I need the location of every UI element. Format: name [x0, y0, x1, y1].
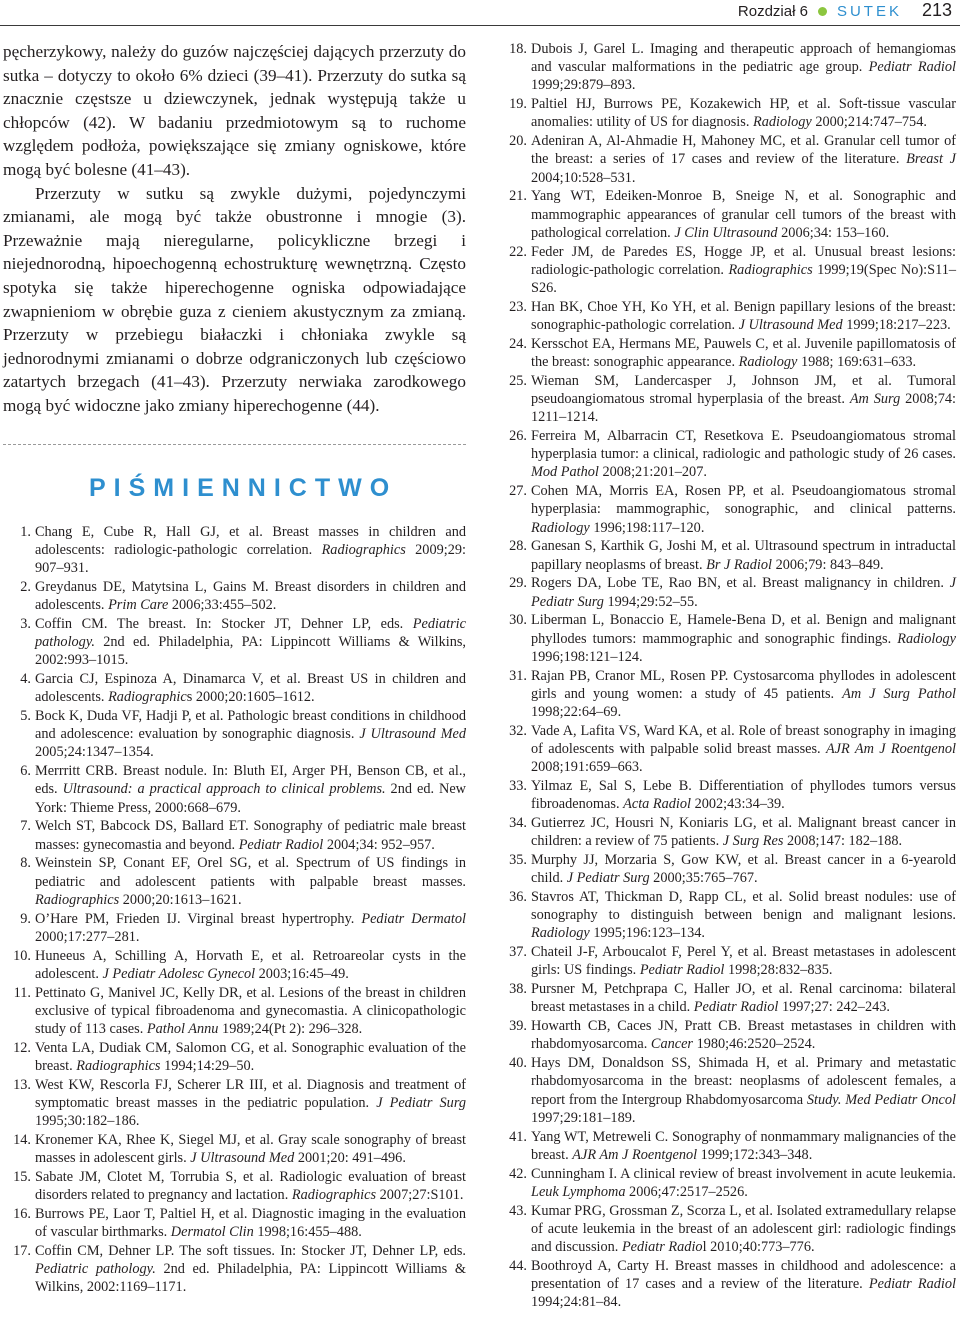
reference-text: Cohen MA, Morris EA, Rosen PP, et al. Pseudoangiomatous stromal hyperplasia: mammographic, sonographic, and clinical patterns. — [531, 483, 956, 518]
reference-number: 37. — [509, 944, 527, 961]
reference-text: Ferreira M, Albarracin CT, Resetkova E. Pseudoangiomatous stromal hyperplasia tumor: a clinical, radiologic and pathologic study of 26 cases. — [531, 428, 956, 463]
reference-number: 23. — [509, 298, 527, 315]
reference-item — [3, 1205, 466, 1241]
reference-number: 19. — [509, 96, 527, 113]
reference-text: 1998;16:455–488. — [253, 1224, 362, 1241]
reference-journal: Pediatric pathology. — [35, 615, 466, 650]
reference-text: Yang WT, Metreweli C. Sonography of nonmammary malignancies of the breast. — [531, 1128, 956, 1163]
reference-number: 10. — [13, 947, 31, 964]
reference-text: Huneeus A, Schilling A, Horvath E, et al. Retroareolar cysts in the adolescent. — [35, 947, 466, 982]
reference-number: 30. — [509, 612, 527, 629]
reference-item — [3, 984, 466, 1039]
reference-text: 1998;28:832–835. — [724, 962, 833, 979]
reference-journal: Pathol Annu — [146, 1020, 219, 1037]
reference-item — [499, 1054, 956, 1127]
reference-item — [499, 777, 956, 813]
reference-item — [499, 851, 956, 887]
running-header — [0, 0, 960, 26]
reference-item — [499, 537, 956, 573]
reference-journal: Radiographics — [728, 261, 813, 278]
reference-text: 2001;20: 491–496. — [294, 1150, 406, 1167]
reference-text: 1999;19(Spec No):S11–S26. — [531, 261, 956, 297]
reference-text: Chateil J-F, Arboucalot F, Perel Y, et al. Breast metastases in adolescent girls: US findings. — [531, 944, 956, 979]
reference-text: Yilmaz E, Sal S, Lebe B. Differentiation of phyllodes tumors versus fibroadenomas. — [531, 778, 956, 813]
reference-number: 6. — [20, 763, 31, 780]
reference-text: Liberman L, Bonaccio E, Hamele-Bena D, et al. Benign and malignant phyllodes tumors: mammographic and sonographic findings. — [531, 612, 956, 647]
reference-text: 2nd ed. Philadelphia, PA: Lippincott Williams & Wilkins, 2002:993–1015. — [35, 633, 466, 669]
reference-number: 28. — [509, 538, 527, 555]
reference-journal: Mod Pathol — [531, 464, 599, 481]
reference-journal: Radiology — [531, 519, 590, 536]
reference-text: Venta LA, Dudiak CM, Salomon CG, et al. Sonographic evaluation of the breast. — [35, 1039, 466, 1074]
reference-number: 41. — [509, 1128, 527, 1145]
reference-item — [499, 943, 956, 979]
reference-text: Kumar PRG, Grossman Z, Scorza L, et al. Isolated extramedullary relapse of acute leukemia in the breast of an adolescent girl: radiologic findings and discussion. — [531, 1202, 956, 1256]
reference-text: 1999;18:217–223. — [842, 317, 951, 334]
reference-text: Feder JM, de Paredes ES, Hogge JP, et al. Unusual breast lesions: radiologic-pathologic correlation. — [531, 243, 956, 278]
reference-number: 38. — [509, 981, 527, 998]
reference-number: 12. — [13, 1039, 31, 1056]
reference-item — [499, 243, 956, 298]
reference-text: 2004;10:528–531. — [531, 169, 636, 186]
reference-text: Gutierrez JC, Housri N, Koniaris LG, et al. Malignant breast cancer in children: a review of 75 patients. — [531, 815, 956, 850]
reference-text: Weinstein SP, Conant EF, Orel SG, et al. Spectrum of US findings in pediatric and adolescent patients with palpable breast masses. — [35, 855, 466, 890]
reference-text: Vade A, Lafita VS, Ward KA, et al. Role of breast sonography in imaging of adolescents with palpable solid breast masses. — [531, 722, 956, 758]
reference-number: 32. — [509, 722, 527, 739]
reference-text: 1997;29:181–189. — [531, 1109, 636, 1126]
reference-text: Kronemer KA, Rhee K, Siegel MJ, et al. Gray scale sonography of breast masses in adolescent girls. — [35, 1131, 466, 1167]
reference-text: 1995;196:123–134. — [589, 925, 705, 942]
left-column — [3, 40, 466, 1297]
section-divider — [3, 444, 466, 445]
reference-number: 14. — [13, 1131, 31, 1148]
references-heading: PIŚMIENNICTWO — [89, 473, 398, 502]
reference-text: 2008;74: 1211–1214. — [531, 391, 956, 426]
reference-number: 1. — [20, 523, 31, 540]
reference-text: 2009;29: 907–931. — [35, 541, 466, 576]
reference-text: Rajan PB, Cranor ML, Rosen PP. Cystosarcoma phyllodes in adolescent girls and young women: a study of 45 patients. — [531, 667, 956, 702]
body-paragraph: Przerzuty w sutku są zwykle dużymi, pojedynczymi zmianami, ale mogą być także obustronne i mnogie (3). Przeważnie mają nieregularne, policykliczne brzegi i niejednorodną, hipoechogenną echostrukturę wewnętrzną. Często spotyka się także hiperechogenne ogniska odpowiadające zwapnieniom w obrębie guza z cieniem akustycznym za zmianą. Przerzuty w przebiegu białaczki i chłoniaka zwykle są jednorodnymi zmianami o dobrze odgraniczonych lub częściowo zatartych brzegach (41–43). Przerzuty nerwiaka zarodkowego mogą być widoczne jako zmiany hiperechogenne (44). — [3, 183, 466, 415]
header-text — [738, 0, 952, 22]
reference-item — [3, 707, 466, 762]
reference-number: 17. — [13, 1242, 31, 1259]
reference-list-right — [499, 40, 956, 1311]
reference-text: 1994;29:52–55. — [603, 593, 698, 610]
reference-text: 2005;24:1347–1354. — [35, 744, 154, 761]
reference-number: 9. — [20, 910, 31, 927]
reference-item — [3, 1242, 466, 1297]
reference-text: Boothroyd A, Carty H. Breast masses in childhood and adolescence: a presentation of 17 cases and a review of the literature. — [531, 1257, 956, 1293]
reference-text: 1995;30:182–186. — [35, 1113, 140, 1130]
reference-text: 2006;33:455–502. — [168, 596, 277, 613]
reference-item — [3, 910, 466, 946]
reference-text: 2002;43:34–39. — [691, 796, 785, 813]
reference-text: Merrritt CRB. Breast nodule. In: Bluth EI, Arger PH, Benson CB, et al., eds. — [35, 763, 466, 798]
reference-text: Yang WT, Edeiken-Monroe B, Sneige N, et al. Sonographic and mammographic appearances of granular cell tumors of the breast with pathological correlation. — [531, 188, 956, 241]
reference-text: Coffin CM, Dehner LP. The soft tissues. In: Stocker JT, Dehner LP, eds. — [35, 1242, 466, 1259]
reference-journal: Pediatr Radiol — [639, 962, 725, 979]
reference-journal: Br J Radiol — [706, 556, 773, 573]
reference-text: Cunningham I. A clinical review of breast involvement in acute leukemia. — [531, 1165, 956, 1182]
reference-text: Sabate JM, Clotet M, Torrubia S, et al. Radiologic evaluation of breast disorders related to pregnancy and lactation. — [35, 1168, 466, 1204]
reference-number: 42. — [509, 1165, 527, 1182]
reference-item — [499, 372, 956, 427]
reference-journal: J Pediatr Surg — [531, 575, 956, 610]
reference-item — [499, 611, 956, 666]
reference-journal: J Pediatr Surg — [376, 1094, 466, 1111]
reference-journal: Leuk Lymphoma — [531, 1183, 626, 1200]
reference-item — [499, 482, 956, 537]
reference-journal: Am Surg — [849, 391, 901, 408]
reference-journal: Radiology — [897, 630, 956, 647]
reference-journal: Radiology — [531, 925, 590, 942]
reference-number: 22. — [509, 243, 527, 260]
chapter-label: Rozdział 6 — [737, 3, 808, 20]
reference-journal: J Ultrasound Med — [359, 726, 466, 743]
reference-number: 13. — [13, 1076, 31, 1093]
reference-number: 29. — [509, 575, 527, 592]
reference-item — [3, 1076, 466, 1131]
reference-journal: Radiographics — [35, 891, 120, 908]
reference-text: 1996;198:117–120. — [589, 519, 705, 536]
reference-text: 2006;79: 843–849. — [772, 556, 884, 573]
reference-text: 1999;29:879–893. — [531, 77, 636, 94]
reference-number: 25. — [509, 372, 527, 389]
reference-item — [3, 670, 466, 706]
reference-text: Howarth CB, Caces JN, Pratt CB. Breast metastases in children with rhabdomyosarcoma. — [531, 1018, 956, 1053]
reference-journal: Pediatr Radiol — [238, 836, 324, 853]
reference-item — [499, 335, 956, 371]
reference-text: 2000;17:277–281. — [35, 928, 140, 945]
reference-number: 16. — [13, 1205, 31, 1222]
reference-text: 2006;47:2517–2526. — [625, 1183, 748, 1200]
reference-item — [499, 40, 956, 95]
reference-number: 21. — [509, 188, 527, 205]
reference-number: 43. — [509, 1202, 527, 1219]
reference-journal: Pediatric pathology. — [35, 1261, 156, 1278]
reference-text: s 2000;20:1605–1612. — [186, 689, 315, 706]
right-column — [499, 40, 956, 1312]
reference-item — [3, 854, 466, 909]
reference-text: O’Hare PM, Frieden IJ. Virginal breast hypertrophy. — [35, 910, 362, 927]
reference-journal: Breast J — [906, 151, 956, 168]
reference-item — [499, 132, 956, 187]
reference-text: 2004;34: 952–957. — [323, 836, 435, 853]
reference-item — [3, 1039, 466, 1075]
reference-journal: Ultrasound: a practical approach to clinical problems. — [62, 781, 386, 798]
reference-text: 2006;34: 153–160. — [777, 224, 890, 241]
reference-text: Wieman SM, Landercasper J, Johnson JM, et al. Tumoral pseudoangiomatous stromal hyperplasia of the breast. — [531, 372, 956, 408]
reference-journal: Radiology — [738, 354, 798, 371]
reference-journal: J Surg Res — [722, 833, 784, 850]
reference-item — [3, 817, 466, 853]
reference-text: Rogers DA, Lobe TE, Rao BN, et al. Breast malignancy in children. — [531, 575, 950, 592]
reference-text: Paltiel HJ, Burrows PE, Kozakewich HP, et al. Soft-tissue vascular anomalies: utility of US for diagnosis. — [531, 96, 956, 131]
reference-item — [499, 1128, 956, 1164]
reference-text: Coffin CM. The breast. In: Stocker JT, Dehner LP, eds. — [35, 615, 413, 632]
reference-number: 15. — [13, 1168, 31, 1185]
reference-number: 2. — [20, 578, 31, 595]
reference-journal: Pediatr Dermatol — [361, 910, 466, 927]
reference-item — [3, 523, 466, 578]
reference-item — [499, 1202, 956, 1257]
reference-item — [499, 95, 956, 131]
reference-text: 2008;147: 182–188. — [783, 833, 903, 850]
reference-text: Welch ST, Babcock DS, Ballard ET. Sonography of pediatric male breast masses: gynecomastia and beyond. — [35, 818, 466, 853]
reference-number: 20. — [509, 133, 527, 150]
reference-text: 2008;21:201–207. — [598, 464, 707, 481]
reference-text: Pettinato G, Manivel JC, Kelly DR, et al. Lesions of the breast in children exclusive of typical fibroadenoma and gynecomastia. A clinicopathologic study of 113 cases. — [35, 984, 466, 1037]
reference-text: 2007;27:S101. — [376, 1187, 464, 1204]
reference-journal: J Ultrasound Med — [738, 317, 843, 334]
page-number: 213 — [921, 0, 952, 20]
reference-text: Han BK, Choe YH, Ko YH, et al. Benign papillary lesions of the breast: sonographic-pathologic correlation. — [531, 298, 956, 334]
reference-item — [3, 1168, 466, 1204]
reference-item — [499, 888, 956, 943]
reference-journal: AJR Am J Roentgenol — [572, 1146, 698, 1163]
reference-text: Pursner M, Petchprapa C, Haller JO, et al. Renal carcinoma: bilateral breast metastases in a child. — [531, 981, 956, 1016]
reference-text: 2003;16:45–49. — [255, 965, 349, 982]
reference-item — [3, 947, 466, 983]
reference-journal: Pediatr Radiol — [693, 999, 779, 1016]
reference-journal: Dermatol Clin — [170, 1224, 254, 1241]
section-label: SUTEK — [836, 3, 902, 20]
reference-item — [3, 762, 466, 817]
reference-text: Murphy JJ, Morzaria S, Gow KW, et al. Breast cancer in a 6-yearold child. — [531, 852, 956, 887]
reference-item — [499, 1017, 956, 1053]
reference-text: 1999;172:343–348. — [697, 1146, 813, 1163]
reference-item — [499, 667, 956, 722]
reference-text: 1997;27: 242–243. — [778, 999, 890, 1016]
reference-item — [3, 615, 466, 670]
reference-number: 31. — [509, 667, 527, 684]
reference-journal: Radiographics — [321, 541, 406, 558]
reference-text: Stavros AT, Thickman D, Rapp CL, et al. Solid breast nodules: use of sonography to distinguish between benign and malignant lesions. — [531, 889, 956, 924]
reference-number: 35. — [509, 852, 527, 869]
reference-journal: Acta Radiol — [623, 796, 692, 813]
reference-item — [499, 427, 956, 482]
reference-number: 40. — [509, 1055, 527, 1072]
reference-item — [499, 722, 956, 777]
reference-number: 8. — [20, 855, 31, 872]
reference-item — [499, 187, 956, 242]
reference-number: 3. — [20, 615, 31, 632]
reference-journal: Am J Surg Pathol — [842, 685, 957, 702]
reference-journal: Radiographics — [76, 1057, 161, 1074]
reference-number: 39. — [509, 1018, 527, 1035]
reference-text: Ganesan S, Karthik G, Joshi M, et al. Ultrasound spectrum in intraductal papillary neoplasms of breast. — [531, 538, 956, 573]
reference-item — [3, 578, 466, 614]
reference-text: 2000;20:1613–1621. — [119, 891, 242, 908]
reference-item — [499, 574, 956, 610]
reference-text: Garcia CJ, Espinoza A, Dinamarca V, et al. Breast US in children and adolescents. — [35, 670, 466, 706]
reference-number: 11. — [13, 984, 31, 1001]
reference-text: 2nd ed. Philadelphia, PA: Lippincott Williams & Wilkins, 2002:1169–1171. — [35, 1261, 466, 1296]
reference-text: l 2010;40:773–776. — [702, 1239, 815, 1256]
reference-number: 26. — [509, 428, 527, 445]
reference-journal: Cancer — [650, 1036, 693, 1053]
reference-number: 7. — [20, 818, 31, 835]
header-rule — [0, 25, 960, 26]
reference-text: 1989;24(Pt 2): 296–328. — [218, 1020, 363, 1037]
reference-text: 1994;14:29–50. — [160, 1057, 255, 1074]
reference-text: 1980;46:2520–2524. — [693, 1036, 816, 1053]
reference-text: 2000;214:747–754. — [811, 114, 927, 131]
reference-item — [499, 1165, 956, 1201]
reference-journal: Radiology — [752, 114, 812, 131]
reference-text: 2000;35:765–767. — [649, 870, 758, 887]
reference-text: Chang E, Cube R, Hall GJ, et al. Breast masses in children and adolescents: radiologic-pathologic correlation. — [35, 523, 466, 558]
reference-text: 2008;191:659–663. — [531, 759, 643, 776]
reference-number: 33. — [509, 778, 527, 795]
reference-number: 27. — [509, 483, 527, 500]
reference-item — [499, 1257, 956, 1312]
reference-text: Bock K, Duda VF, Hadji P, et al. Pathologic breast conditions in childhood and adolescence: evaluation by sonographic diagnosis. — [35, 707, 466, 743]
reference-journal: J Ultrasound Med — [190, 1150, 295, 1167]
reference-number: 5. — [20, 707, 31, 724]
reference-journal: Prim Care — [108, 596, 169, 613]
reference-item — [499, 814, 956, 850]
reference-text: 1994;24:81–84. — [531, 1294, 622, 1311]
reference-text: Burrows PE, Laor T, Paltiel H, et al. Diagnostic imaging in the evaluation of vascular birthmarks. — [35, 1205, 466, 1241]
reference-text: 1988; 169:631–633. — [797, 354, 917, 371]
reference-item — [499, 298, 956, 334]
reference-journal: AJR Am J Roentgenol — [825, 741, 956, 758]
reference-list-left — [3, 523, 466, 1297]
reference-text: Greydanus DE, Matytsina L, Gains M. Breast disorders in children and adolescents. — [35, 578, 466, 613]
reference-item — [3, 1131, 466, 1167]
reference-journal: Radiographic — [108, 689, 187, 706]
reference-text: 1996;198:121–124. — [531, 648, 643, 665]
reference-journal: Pediatr Radio — [621, 1239, 703, 1256]
reference-text: 1998;22:64–69. — [531, 704, 622, 721]
reference-number: 4. — [20, 670, 31, 687]
reference-text: Adeniran A, Al-Ahmadie H, Mahoney MC, et al. Granular cell tumor of the breast: a series of 17 cases and review of the literature. — [531, 133, 956, 168]
reference-journal: J Pediatr Surg — [566, 870, 650, 887]
reference-text: Kersschot EA, Hermans ME, Pauwels C, et al. Juvenile papillomatosis of the breast: sonographic appearance. — [531, 335, 956, 371]
reference-number: 36. — [509, 889, 527, 906]
reference-text: Hays DM, Donaldson SS, Shimada H, et al. Primary and metastatic rhabdomyosarcoma in the breast: neoplasms of adolescent females, a report from the Intergroup Rhabdomyosarcoma — [531, 1055, 956, 1108]
reference-text: West KW, Rescorla FJ, Scherer LR III, et al. Diagnosis and treatment of symptomatic breast masses in the pediatric population. — [35, 1076, 466, 1111]
reference-journal: Study. Med Pediatr Oncol — [806, 1091, 956, 1108]
reference-journal: Radiographics — [291, 1187, 377, 1204]
reference-journal: J Clin Ultrasound — [674, 224, 778, 241]
reference-journal: Pediatr Radiol — [868, 1276, 956, 1293]
reference-number: 34. — [509, 815, 527, 832]
reference-journal: Pediatr Radiol — [868, 59, 956, 76]
reference-number: 44. — [509, 1257, 527, 1274]
bullet-dot-icon — [818, 7, 827, 16]
body-paragraph: pęcherzykowy, należy do guzów najczęściej dających przerzuty do sutka – dotyczy to około 6% dzieci (39–41). Przerzuty do sutka są znacznie częstsze u dziewczynek, jednak występują także u chłopców (42). W badaniu przedmiotowym są to ruchome względem podłoża, powiększające się zmiany ogniskowe, które mogą być bolesne (41–43). — [3, 42, 466, 179]
reference-text: Dubois J, Garel L. Imaging and therapeutic approach of hemangiomas and vascular malformations in the pediatric age group. — [531, 41, 956, 76]
reference-item — [499, 980, 956, 1016]
reference-journal: J Pediatr Adolesc Gynecol — [102, 965, 256, 982]
reference-number: 18. — [509, 41, 527, 57]
reference-text: 2nd ed. New York: Thieme Press, 2000:668–679. — [35, 781, 466, 816]
reference-number: 24. — [509, 335, 527, 352]
